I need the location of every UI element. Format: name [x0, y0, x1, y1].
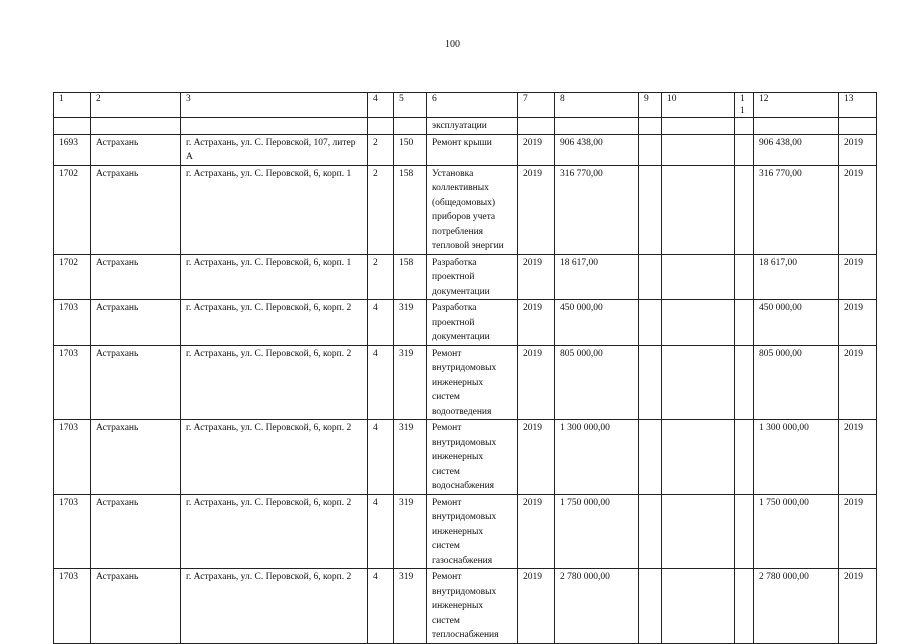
cost-cell: 316 770,00: [555, 165, 639, 254]
year-completion-cell: 2019: [839, 420, 877, 495]
table-row: [54, 134, 877, 165]
col-11-cell: [735, 345, 754, 420]
year-planned-cell: 2019: [518, 165, 555, 254]
row-number-cell: 1702: [54, 165, 91, 254]
apartments-cell: 319: [394, 345, 427, 420]
empty-cell: [394, 118, 427, 135]
row-number-cell: 1703: [54, 420, 91, 495]
work-type-cell: Ремонт крыши: [427, 134, 518, 165]
total-cost-cell: 1 300 000,00: [754, 420, 839, 495]
work-type-cell: Ремонт внутридомовых инженерных систем водоснабжения: [427, 420, 518, 495]
header-cell: 12: [754, 93, 839, 118]
continuation-text: эксплуатации: [427, 118, 518, 135]
city-cell: Астрахань: [91, 494, 181, 569]
work-type-cell: Ремонт внутридомовых инженерных систем газоснабжения: [427, 494, 518, 569]
year-planned-cell: 2019: [518, 494, 555, 569]
year-completion-cell: 2019: [839, 345, 877, 420]
total-cost-cell: 2 780 000,00: [754, 569, 839, 644]
empty-cell: [91, 118, 181, 135]
table-row: [54, 345, 877, 420]
address-cell: г. Астрахань, ул. С. Перовской, 6, корп. 2: [181, 494, 368, 569]
row-number-cell: 1703: [54, 494, 91, 569]
empty-cell: [735, 118, 754, 135]
header-cell: 3: [181, 93, 368, 118]
header-cell: 11: [735, 93, 754, 118]
total-cost-cell: 18 617,00: [754, 254, 839, 300]
work-type-cell: Разработка проектной документации: [427, 300, 518, 346]
col-10-cell: [662, 254, 735, 300]
cost-cell: 805 000,00: [555, 345, 639, 420]
col-11-cell: [735, 420, 754, 495]
floors-cell: 4: [368, 300, 394, 346]
header-cell: 7: [518, 93, 555, 118]
city-cell: Астрахань: [91, 300, 181, 346]
header-cell: 5: [394, 93, 427, 118]
empty-cell: [662, 118, 735, 135]
col-9-cell: [639, 345, 662, 420]
year-completion-cell: 2019: [839, 165, 877, 254]
header-cell: 6: [427, 93, 518, 118]
city-cell: Астрахань: [91, 420, 181, 495]
empty-cell: [518, 118, 555, 135]
year-completion-cell: 2019: [839, 494, 877, 569]
city-cell: Астрахань: [91, 254, 181, 300]
col-10-cell: [662, 165, 735, 254]
col-11-cell: [735, 254, 754, 300]
cost-cell: 450 000,00: [555, 300, 639, 346]
empty-cell: [555, 118, 639, 135]
address-cell: г. Астрахань, ул. С. Перовской, 6, корп. 2: [181, 569, 368, 644]
col-9-cell: [639, 569, 662, 644]
address-cell: г. Астрахань, ул. С. Перовской, 6, корп. 2: [181, 300, 368, 346]
city-cell: Астрахань: [91, 345, 181, 420]
year-completion-cell: 2019: [839, 134, 877, 165]
table-row: [54, 300, 877, 346]
address-cell: г. Астрахань, ул. С. Перовской, 6, корп. 2: [181, 420, 368, 495]
continuation-row: [54, 118, 877, 135]
col-9-cell: [639, 494, 662, 569]
year-planned-cell: 2019: [518, 345, 555, 420]
city-cell: Астрахань: [91, 165, 181, 254]
year-completion-cell: 2019: [839, 254, 877, 300]
row-number-cell: 1702: [54, 254, 91, 300]
table-row: [54, 494, 877, 569]
cost-cell: 2 780 000,00: [555, 569, 639, 644]
total-cost-cell: 1 750 000,00: [754, 494, 839, 569]
address-cell: г. Астрахань, ул. С. Перовской, 6, корп. 1: [181, 165, 368, 254]
work-type-cell: Ремонт внутридомовых инженерных систем водоотведения: [427, 345, 518, 420]
col-10-cell: [662, 345, 735, 420]
col-10-cell: [662, 494, 735, 569]
data-table: [53, 92, 877, 644]
header-cell: 13: [839, 93, 877, 118]
col-9-cell: [639, 134, 662, 165]
empty-cell: [639, 118, 662, 135]
empty-cell: [54, 118, 91, 135]
city-cell: Астрахань: [91, 569, 181, 644]
apartments-cell: 150: [394, 134, 427, 165]
row-number-cell: 1703: [54, 569, 91, 644]
floors-cell: 4: [368, 569, 394, 644]
header-cell: 4: [368, 93, 394, 118]
header-cell: 9: [639, 93, 662, 118]
work-type-cell: Установка коллективных (общедомовых) приборов учета потребления тепловой энергии: [427, 165, 518, 254]
header-row: [54, 93, 877, 118]
year-completion-cell: 2019: [839, 569, 877, 644]
work-type-cell: Разработка проектной документации: [427, 254, 518, 300]
col-11-cell: [735, 300, 754, 346]
page-number: 100: [445, 39, 460, 50]
row-number-cell: 1693: [54, 134, 91, 165]
empty-cell: [754, 118, 839, 135]
address-cell: г. Астрахань, ул. С. Перовской, 6, корп. 1: [181, 254, 368, 300]
year-planned-cell: 2019: [518, 569, 555, 644]
row-number-cell: 1703: [54, 300, 91, 346]
apartments-cell: 319: [394, 420, 427, 495]
floors-cell: 4: [368, 345, 394, 420]
total-cost-cell: 316 770,00: [754, 165, 839, 254]
year-planned-cell: 2019: [518, 420, 555, 495]
address-cell: г. Астрахань, ул. С. Перовской, 6, корп. 2: [181, 345, 368, 420]
year-planned-cell: 2019: [518, 254, 555, 300]
table-row: [54, 420, 877, 495]
empty-cell: [839, 118, 877, 135]
header-cell: 2: [91, 93, 181, 118]
header-cell: 10: [662, 93, 735, 118]
apartments-cell: 158: [394, 165, 427, 254]
total-cost-cell: 450 000,00: [754, 300, 839, 346]
year-planned-cell: 2019: [518, 300, 555, 346]
col-10-cell: [662, 300, 735, 346]
floors-cell: 2: [368, 165, 394, 254]
col-11-cell: [735, 134, 754, 165]
col-10-cell: [662, 420, 735, 495]
cost-cell: 1 300 000,00: [555, 420, 639, 495]
row-number-cell: 1703: [54, 345, 91, 420]
floors-cell: 2: [368, 134, 394, 165]
header-cell: 8: [555, 93, 639, 118]
floors-cell: 2: [368, 254, 394, 300]
col-11-cell: [735, 569, 754, 644]
cost-cell: 906 438,00: [555, 134, 639, 165]
col-11-cell: [735, 494, 754, 569]
col-9-cell: [639, 254, 662, 300]
cost-cell: 18 617,00: [555, 254, 639, 300]
city-cell: Астрахань: [91, 134, 181, 165]
total-cost-cell: 906 438,00: [754, 134, 839, 165]
table-row: [54, 569, 877, 644]
floors-cell: 4: [368, 494, 394, 569]
empty-cell: [181, 118, 368, 135]
floors-cell: 4: [368, 420, 394, 495]
col-10-cell: [662, 569, 735, 644]
address-cell: г. Астрахань, ул. С. Перовской, 107, литер А: [181, 134, 368, 165]
year-planned-cell: 2019: [518, 134, 555, 165]
total-cost-cell: 805 000,00: [754, 345, 839, 420]
table-row: [54, 254, 877, 300]
col-11-cell: [735, 165, 754, 254]
col-9-cell: [639, 420, 662, 495]
apartments-cell: 319: [394, 569, 427, 644]
apartments-cell: 319: [394, 494, 427, 569]
table-row: [54, 165, 877, 254]
work-type-cell: Ремонт внутридомовых инженерных систем теплоснабжения: [427, 569, 518, 644]
cost-cell: 1 750 000,00: [555, 494, 639, 569]
col-9-cell: [639, 300, 662, 346]
empty-cell: [368, 118, 394, 135]
year-completion-cell: 2019: [839, 300, 877, 346]
apartments-cell: 319: [394, 300, 427, 346]
header-cell: 1: [54, 93, 91, 118]
apartments-cell: 158: [394, 254, 427, 300]
col-10-cell: [662, 134, 735, 165]
col-9-cell: [639, 165, 662, 254]
